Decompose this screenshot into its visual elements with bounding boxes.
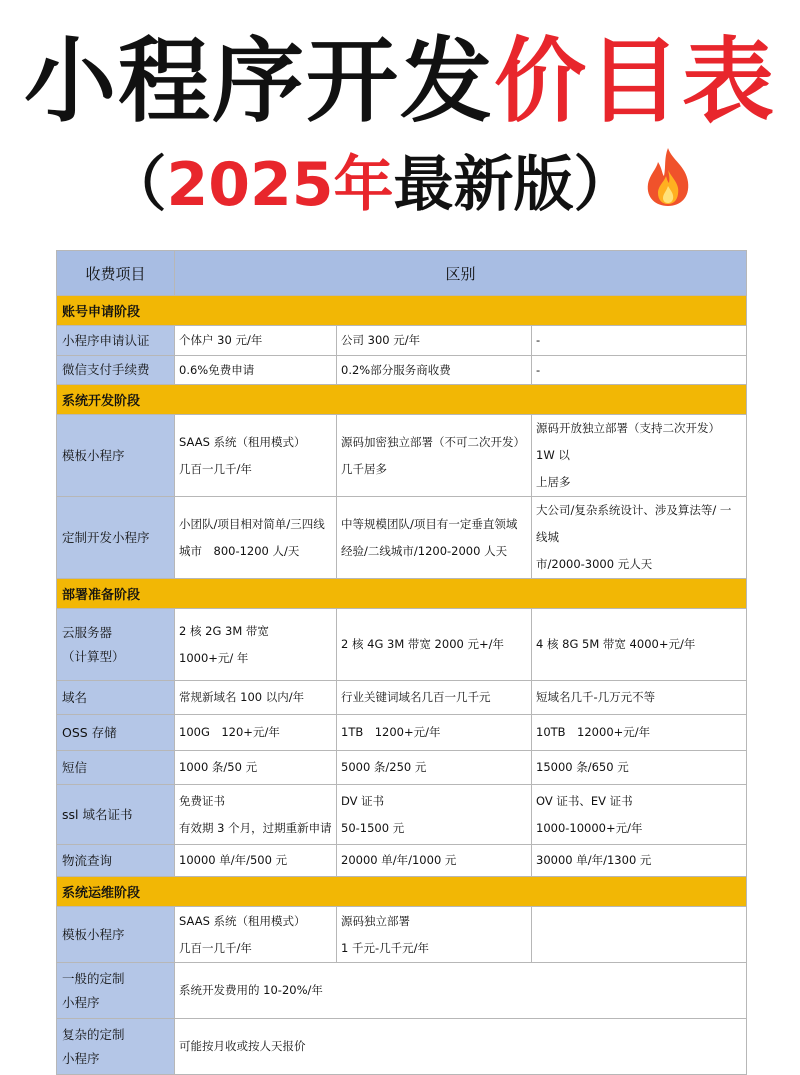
cell-line: 几千居多 bbox=[341, 461, 387, 476]
cell-line: 10000 单/年/500 元 bbox=[179, 853, 288, 867]
table-cell bbox=[337, 681, 532, 715]
table-cell bbox=[337, 751, 532, 785]
subtitle-year: 2025年 bbox=[166, 150, 394, 220]
cell-line: 公司 300 元/年 bbox=[341, 333, 421, 347]
cell-line: 行业关键词域名几百一几千元 bbox=[341, 690, 491, 704]
cell-line: 1000 条/50 元 bbox=[179, 760, 258, 774]
table-cell bbox=[532, 609, 747, 681]
table-cell bbox=[337, 715, 532, 751]
table-cell bbox=[175, 907, 337, 963]
row-label bbox=[57, 356, 175, 385]
cell-line: 小程序申请认证 bbox=[62, 332, 150, 348]
cell-line: 50-1500 元 bbox=[341, 820, 405, 835]
row-label bbox=[57, 415, 175, 497]
table-cell bbox=[175, 785, 337, 845]
cell-line: 短信 bbox=[62, 759, 88, 775]
cell-line: 物流查询 bbox=[62, 852, 113, 868]
row-label bbox=[57, 681, 175, 715]
table-row bbox=[57, 785, 747, 845]
table-cell bbox=[337, 497, 532, 579]
table-row bbox=[57, 963, 747, 1019]
table-row bbox=[57, 681, 747, 715]
cell-line: 4 核 8G 5M 带宽 4000+元/年 bbox=[536, 637, 696, 651]
section-row bbox=[57, 579, 747, 609]
table-row bbox=[57, 1019, 747, 1075]
table-cell bbox=[532, 907, 747, 963]
subtitle-rest: 最新版） bbox=[393, 150, 634, 220]
table-row bbox=[57, 497, 747, 579]
cell-line: OV 证书、EV 证书 bbox=[536, 793, 633, 808]
table-cell bbox=[532, 715, 747, 751]
row-label bbox=[57, 497, 175, 579]
table-cell bbox=[175, 681, 337, 715]
header-diff: 区别 bbox=[175, 251, 747, 296]
table-cell bbox=[532, 785, 747, 845]
table-header-row bbox=[57, 251, 747, 296]
table-row bbox=[57, 751, 747, 785]
row-label bbox=[57, 609, 175, 681]
cell-line: 源码独立部署 bbox=[341, 913, 410, 928]
cell-line: 几百一几千/年 bbox=[179, 461, 252, 476]
cell-line: 2 核 4G 3M 带宽 2000 元+/年 bbox=[341, 637, 504, 651]
title-part2: 价目表 bbox=[494, 28, 777, 135]
cell-line: 模板小程序 bbox=[62, 926, 125, 942]
cell-line: OSS 存储 bbox=[62, 724, 117, 740]
cell-line: 源码加密独立部署（不可二次开发） bbox=[341, 434, 525, 449]
cell-line: 0.2%部分服务商收费 bbox=[341, 362, 451, 377]
cell-line: SAAS 系统（租用模式） bbox=[179, 434, 306, 449]
table-row bbox=[57, 907, 747, 963]
table-row bbox=[57, 715, 747, 751]
cell-line: 小程序 bbox=[62, 994, 100, 1010]
cell-line: 1000+元/ 年 bbox=[179, 650, 249, 665]
table-cell bbox=[532, 415, 747, 497]
row-label bbox=[57, 326, 175, 356]
cell-line: 可能按月收或按人天报价 bbox=[179, 1039, 306, 1053]
cell-line: 复杂的定制 bbox=[62, 1026, 125, 1042]
table-cell bbox=[175, 356, 337, 385]
cell-line: 上居多 bbox=[536, 475, 571, 489]
cell-line: 10TB 12000+元/年 bbox=[536, 725, 651, 739]
cell-line: 大公司/复杂系统设计、涉及算法等/ 一线城 bbox=[536, 503, 732, 544]
section-title: 系统运维阶段 bbox=[57, 877, 747, 907]
cell-line: 2 核 2G 3M 带宽 bbox=[179, 623, 269, 638]
table-cell bbox=[175, 497, 337, 579]
header-item: 收费项目 bbox=[57, 251, 175, 296]
cell-line: - bbox=[536, 362, 541, 377]
row-label bbox=[57, 715, 175, 751]
cell-line: 小团队/项目相对简单/三四线 bbox=[179, 516, 325, 531]
table-cell bbox=[337, 356, 532, 385]
title-part1: 小程序开发 bbox=[23, 28, 494, 135]
table-cell bbox=[175, 845, 337, 877]
table-row bbox=[57, 609, 747, 681]
cell-line: 云服务器 bbox=[62, 624, 113, 640]
table-row bbox=[57, 415, 747, 497]
cell-line: 几百一几千/年 bbox=[179, 940, 252, 955]
table-cell bbox=[175, 609, 337, 681]
table-cell bbox=[532, 751, 747, 785]
cell-line: 常规新域名 100 以内/年 bbox=[179, 690, 305, 704]
cell-line: 30000 单/年/1300 元 bbox=[536, 853, 652, 867]
page-title bbox=[0, 22, 800, 142]
cell-line: 定制开发小程序 bbox=[62, 529, 150, 545]
cell-line: ssl 域名证书 bbox=[62, 806, 133, 822]
section-row bbox=[57, 296, 747, 326]
cell-line: 市/2000-3000 元人天 bbox=[536, 557, 653, 571]
table-cell bbox=[337, 785, 532, 845]
cell-line: - bbox=[536, 333, 541, 347]
cell-line: 1TB 1200+元/年 bbox=[341, 725, 441, 739]
cell-line: 免费证书 bbox=[179, 793, 225, 808]
cell-line: （计算型） bbox=[62, 648, 125, 664]
price-table bbox=[56, 250, 747, 1075]
table-cell bbox=[337, 326, 532, 356]
table-cell bbox=[337, 907, 532, 963]
cell-line: 城市 800-1200 人/天 bbox=[179, 543, 300, 558]
page-subtitle bbox=[0, 140, 800, 233]
table-cell bbox=[532, 845, 747, 877]
row-label bbox=[57, 1019, 175, 1075]
fire-icon bbox=[642, 143, 694, 233]
table-cell bbox=[175, 326, 337, 356]
cell-line: 短域名几千-几万元不等 bbox=[536, 690, 656, 704]
cell-line: 15000 条/650 元 bbox=[536, 760, 629, 774]
section-row bbox=[57, 385, 747, 415]
table-cell bbox=[337, 609, 532, 681]
table-cell bbox=[337, 845, 532, 877]
row-label bbox=[57, 785, 175, 845]
table-cell bbox=[175, 415, 337, 497]
row-label bbox=[57, 907, 175, 963]
row-label bbox=[57, 963, 175, 1019]
cell-line: 中等规模团队/项目有一定垂直领域 bbox=[341, 516, 518, 531]
subtitle-open: （ bbox=[106, 150, 167, 220]
cell-line: SAAS 系统（租用模式） bbox=[179, 913, 306, 928]
section-row bbox=[57, 877, 747, 907]
table-cell bbox=[175, 751, 337, 785]
section-title: 账号申请阶段 bbox=[57, 296, 747, 326]
table-row bbox=[57, 356, 747, 385]
cell-line: 系统开发费用的 10-20%/年 bbox=[179, 983, 323, 997]
table-cell bbox=[337, 415, 532, 497]
section-title: 系统开发阶段 bbox=[57, 385, 747, 415]
cell-line: 源码开放独立部署（支持二次开发） 1W 以 bbox=[536, 421, 720, 462]
cell-line: 一般的定制 bbox=[62, 970, 125, 986]
row-label bbox=[57, 845, 175, 877]
table-cell bbox=[532, 681, 747, 715]
cell-line: 微信支付手续费 bbox=[62, 362, 150, 377]
table-cell bbox=[532, 326, 747, 356]
cell-line: 域名 bbox=[62, 689, 88, 705]
cell-line: 有效期 3 个月，过期重新申请 bbox=[179, 820, 332, 835]
cell-line: 小程序 bbox=[62, 1050, 100, 1066]
table-cell bbox=[175, 963, 747, 1019]
table-cell bbox=[532, 356, 747, 385]
cell-line: 个体户 30 元/年 bbox=[179, 333, 263, 347]
table-row bbox=[57, 845, 747, 877]
table-body bbox=[57, 296, 747, 1075]
cell-line: 1000-10000+元/年 bbox=[536, 820, 643, 835]
cell-line: 100G 120+元/年 bbox=[179, 725, 280, 739]
cell-line: 0.6%免费申请 bbox=[179, 362, 255, 377]
row-label bbox=[57, 751, 175, 785]
cell-line: 5000 条/250 元 bbox=[341, 760, 427, 774]
table-row bbox=[57, 326, 747, 356]
cell-line: 1 千元-几千元/年 bbox=[341, 940, 429, 955]
table-cell bbox=[175, 1019, 747, 1075]
cell-line: 经验/二线城市/1200-2000 人天 bbox=[341, 543, 508, 558]
table-cell bbox=[175, 715, 337, 751]
table-cell bbox=[532, 497, 747, 579]
cell-line: 20000 单/年/1000 元 bbox=[341, 853, 457, 867]
cell-line: DV 证书 bbox=[341, 793, 385, 808]
cell-line: 模板小程序 bbox=[62, 447, 125, 463]
section-title: 部署准备阶段 bbox=[57, 579, 747, 609]
